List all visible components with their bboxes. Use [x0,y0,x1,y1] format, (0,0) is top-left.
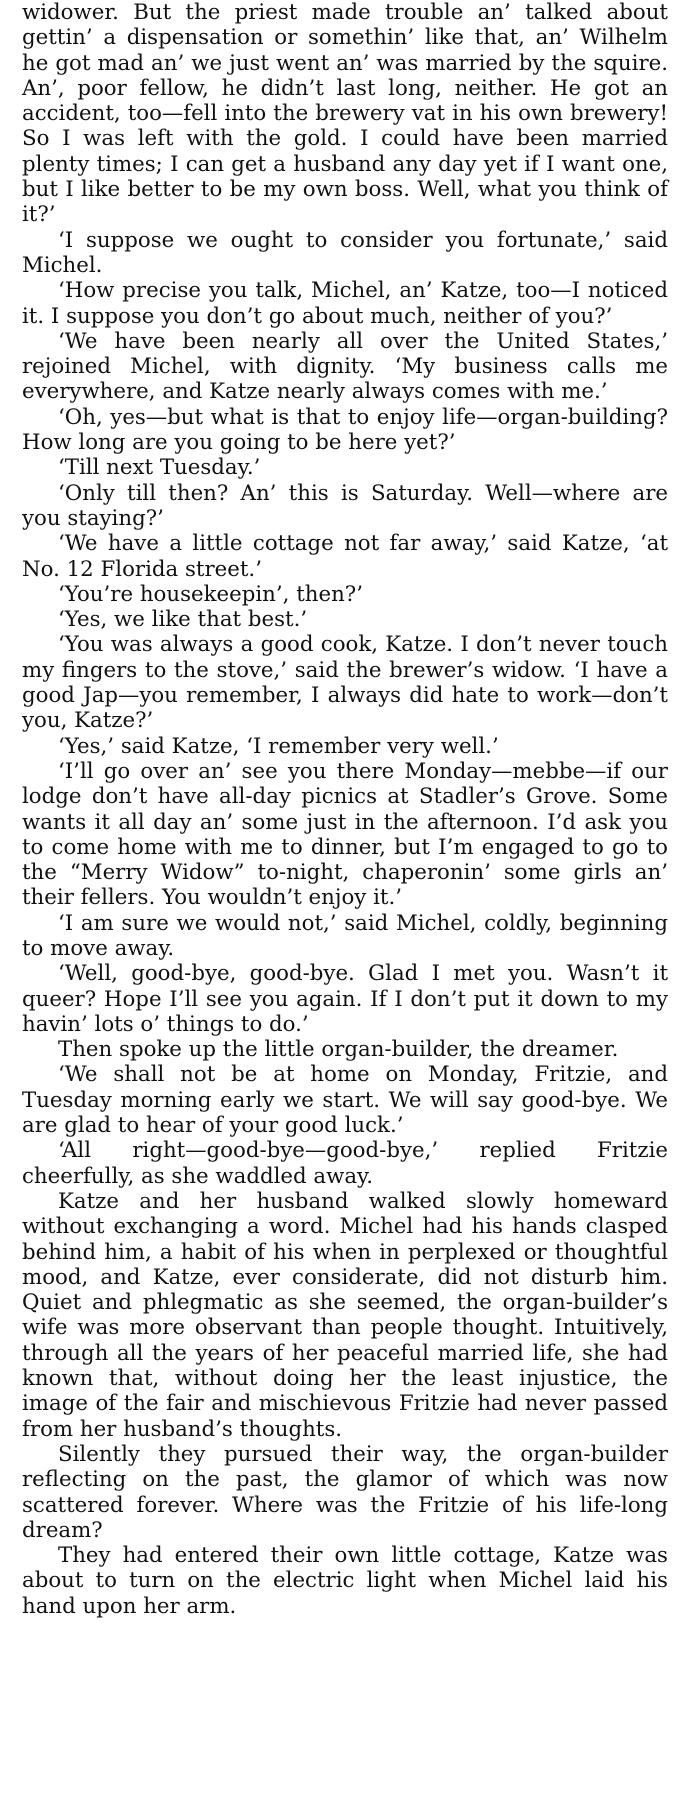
paragraph-17: ‘We shall not be at home on Monday, Fritzie, and Tuesday morning early we start. We will say good-bye. We are glad to hear of your good luck.’ [22,1062,668,1139]
paragraph-19: Katze and her husband walked slowly homeward without exchanging a word. Michel had his hands clasped behind him, a habit of his when in perplexed or thoughtful mood, and Katze, ever considerate, did not disturb him. Quiet and phlegmatic as she seemed, the organ-builder’s wife was more observant than people thought. Intuitively, through all the years of her peaceful married life, she had known that, without doing her the least injustice, the image of the fair and mischievous Fritzie had never passed from her husband’s thoughts. [22,1188,668,1442]
paragraph-20: Silently they pursued their way, the organ-builder reflecting on the past, the glamor of which was now scattered forever. Where was the Fritzie of his life-long dream? [22,1441,668,1543]
paragraph-10: ‘Yes, we like that best.’ [58,607,308,633]
paragraph-1: widower. But the priest made trouble an’ talked about gettin’ a dispensation or somethin’ like that, an’ Wilhelm he got mad an’ we just went an’ was married by the squire. An’, poor fellow, he didn’t last long, neither. He got an accident, too—fell into the brewery vat in his own brewery! So I was left with the gold. I could have been married plenty times; I can get a husband any day yet if I want one, but I like better to be my own boss. Well, what you think of it?’ [22,0,668,228]
paragraph-21: They had entered their own little cottage, Katze was about to turn on the electric light when Michel laid his hand upon her arm. [22,1543,668,1619]
paragraph-9: ‘You’re housekeepin’, then?’ [58,581,363,607]
paragraph-15: ‘Well, good-bye, good-bye. Glad I met you. Wasn’t it queer? Hope I’ll see you again. If I don’t put it down to my havin’ lots o’ things to do.’ [22,961,668,1037]
paragraph-5: ‘Oh, yes—but what is that to enjoy life—organ-building? How long are you going to be here yet?’ [22,404,668,456]
paragraph-4: ‘We have been nearly all over the United States,’ rejoined Michel, with dignity. ‘My business calls me everywhere, and Katze nearly always comes with me.’ [22,328,668,405]
paragraph-18: ‘All right—good-bye—good-bye,’ replied Fritzie cheerfully, as she waddled away. [22,1138,668,1189]
paragraph-2: ‘I suppose we ought to consider you fortunate,’ said Michel. [22,227,668,278]
paragraph-3: ‘How precise you talk, Michel, an’ Katze, too—I noticed it. I suppose you don’t go about much, neither of you?’ [22,278,668,329]
paragraph-8: ‘We have a little cottage not far away,’ said Katze, ‘at No. 12 Florida street.’ [22,531,668,582]
story-page [22,0,668,1619]
paragraph-12: ‘Yes,’ said Katze, ‘I remember very well.’ [58,733,499,759]
paragraph-16: Then spoke up the little organ-builder, the dreamer. [58,1037,619,1063]
paragraph-14: ‘I am sure we would not,’ said Michel, coldly, beginning to move away. [22,910,668,961]
paragraph-7: ‘Only till then? An’ this is Saturday. Well—where are you staying?’ [22,480,668,531]
paragraph-13: ‘I’ll go over an’ see you there Monday—mebbe—if our lodge don’t have all-day picnics at Stadler’s Grove. Some wants it all day an’ some just in the afternoon. I’d ask you to come home with me to dinner, but I’m engaged to go to the “Merry Widow” to-night, chaperonin’ some girls an’ their fellers. You wouldn’t enjoy it.’ [22,758,668,911]
paragraph-6: ‘Till next Tuesday.’ [58,455,261,481]
paragraph-11: ‘You was always a good cook, Katze. I don’t never touch my fingers to the stove,’ said the brewer’s widow. ‘I have a good Jap—you remember, I always did hate to work—don’t you, Katze?’ [22,632,668,734]
